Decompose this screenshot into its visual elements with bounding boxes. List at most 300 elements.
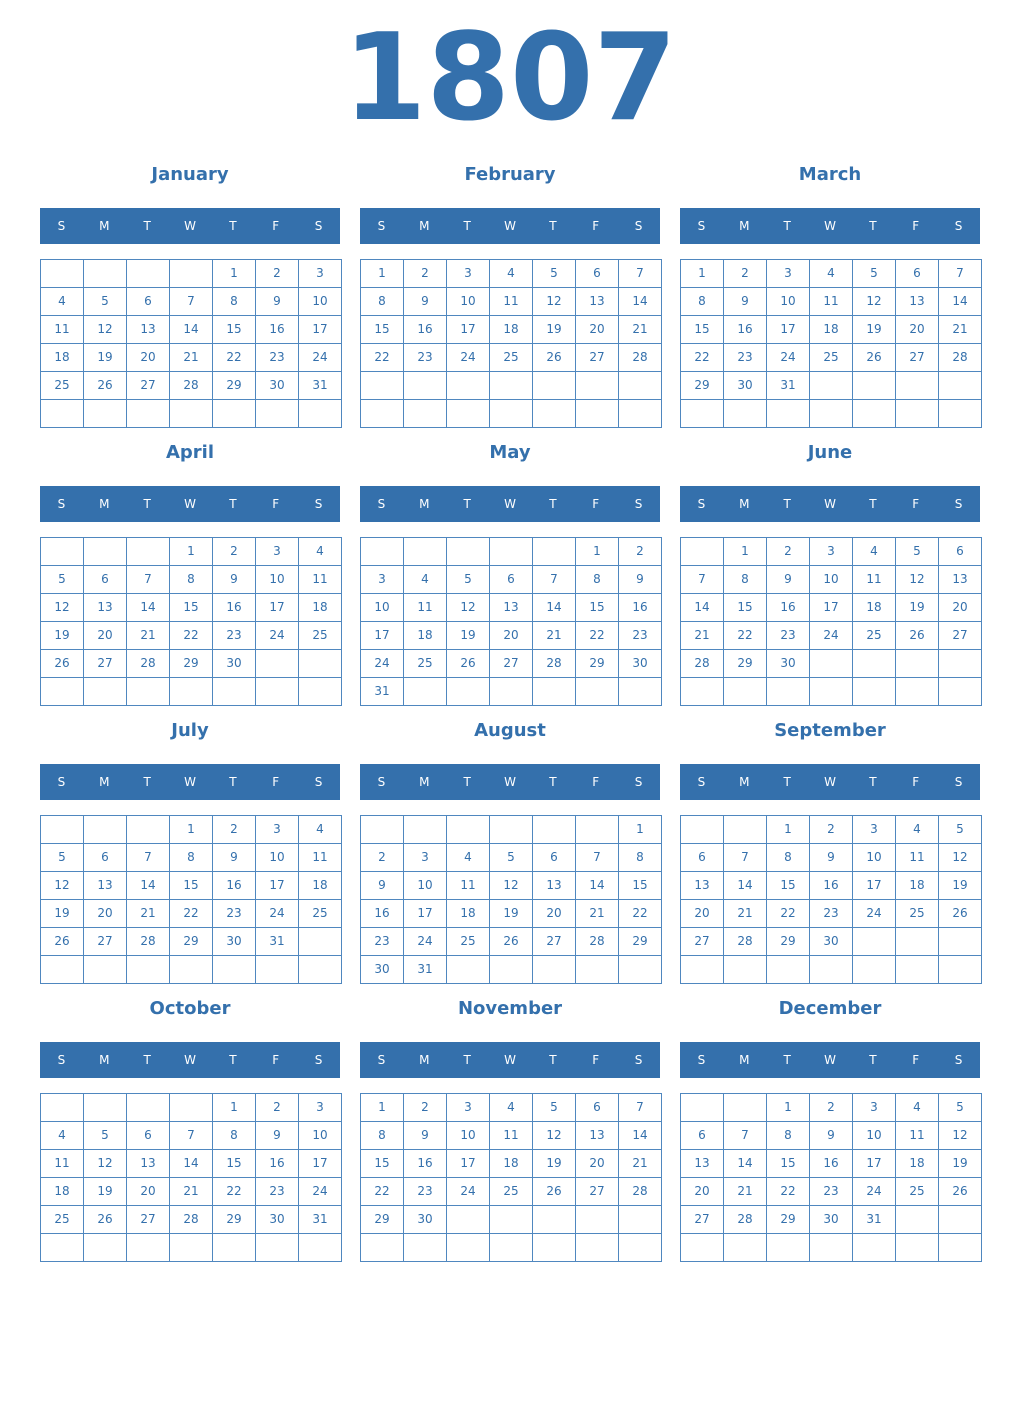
day-cell[interactable]: 16: [403, 315, 447, 344]
day-cell[interactable]: 15: [169, 593, 213, 622]
day-cell[interactable]: 3: [298, 259, 342, 288]
day-cell[interactable]: 27: [938, 621, 982, 650]
day-cell[interactable]: 16: [809, 871, 853, 900]
day-cell[interactable]: 25: [489, 343, 533, 372]
day-cell[interactable]: 31: [852, 1205, 896, 1234]
day-cell[interactable]: 4: [895, 815, 939, 844]
day-cell[interactable]: 25: [489, 1177, 533, 1206]
day-cell[interactable]: 23: [255, 1177, 299, 1206]
day-cell[interactable]: 10: [255, 843, 299, 872]
day-cell[interactable]: 19: [83, 1177, 127, 1206]
day-cell[interactable]: 14: [680, 593, 724, 622]
day-cell[interactable]: 4: [446, 843, 490, 872]
day-cell[interactable]: 1: [618, 815, 662, 844]
day-cell[interactable]: 4: [895, 1093, 939, 1122]
day-cell[interactable]: 17: [298, 315, 342, 344]
day-cell[interactable]: 30: [618, 649, 662, 678]
day-cell[interactable]: 12: [895, 565, 939, 594]
day-cell[interactable]: 9: [766, 565, 810, 594]
day-cell[interactable]: 12: [938, 1121, 982, 1150]
day-cell[interactable]: 12: [446, 593, 490, 622]
day-cell[interactable]: 26: [446, 649, 490, 678]
day-cell[interactable]: 21: [618, 315, 662, 344]
day-cell[interactable]: 6: [532, 843, 576, 872]
day-cell[interactable]: 30: [360, 955, 404, 984]
day-cell[interactable]: 25: [446, 927, 490, 956]
day-cell[interactable]: 20: [83, 621, 127, 650]
day-cell[interactable]: 12: [40, 593, 84, 622]
day-cell[interactable]: 9: [403, 287, 447, 316]
day-cell[interactable]: 28: [126, 649, 170, 678]
day-cell[interactable]: 17: [446, 315, 490, 344]
day-cell[interactable]: 25: [298, 621, 342, 650]
day-cell[interactable]: 26: [852, 343, 896, 372]
day-cell[interactable]: 29: [680, 371, 724, 400]
day-cell[interactable]: 10: [446, 1121, 490, 1150]
day-cell[interactable]: 30: [766, 649, 810, 678]
day-cell[interactable]: 7: [723, 843, 767, 872]
day-cell[interactable]: 1: [766, 1093, 810, 1122]
day-cell[interactable]: 27: [680, 927, 724, 956]
day-cell[interactable]: 18: [489, 1149, 533, 1178]
day-cell[interactable]: 10: [298, 287, 342, 316]
day-cell[interactable]: 28: [618, 343, 662, 372]
day-cell[interactable]: 10: [809, 565, 853, 594]
day-cell[interactable]: 13: [126, 315, 170, 344]
day-cell[interactable]: 25: [852, 621, 896, 650]
day-cell[interactable]: 22: [575, 621, 619, 650]
day-cell[interactable]: 22: [169, 899, 213, 928]
day-cell[interactable]: 12: [938, 843, 982, 872]
day-cell[interactable]: 30: [809, 927, 853, 956]
day-cell[interactable]: 3: [255, 537, 299, 566]
day-cell[interactable]: 24: [852, 1177, 896, 1206]
day-cell[interactable]: 22: [212, 343, 256, 372]
day-cell[interactable]: 12: [489, 871, 533, 900]
day-cell[interactable]: 29: [212, 1205, 256, 1234]
day-cell[interactable]: 6: [680, 1121, 724, 1150]
day-cell[interactable]: 13: [489, 593, 533, 622]
day-cell[interactable]: 13: [938, 565, 982, 594]
day-cell[interactable]: 30: [809, 1205, 853, 1234]
day-cell[interactable]: 16: [255, 1149, 299, 1178]
day-cell[interactable]: 18: [489, 315, 533, 344]
day-cell[interactable]: 1: [680, 259, 724, 288]
day-cell[interactable]: 20: [83, 899, 127, 928]
day-cell[interactable]: 27: [83, 649, 127, 678]
day-cell[interactable]: 1: [575, 537, 619, 566]
day-cell[interactable]: 26: [40, 927, 84, 956]
day-cell[interactable]: 20: [938, 593, 982, 622]
day-cell[interactable]: 15: [212, 1149, 256, 1178]
day-cell[interactable]: 17: [360, 621, 404, 650]
day-cell[interactable]: 16: [212, 871, 256, 900]
day-cell[interactable]: 29: [169, 927, 213, 956]
day-cell[interactable]: 26: [532, 343, 576, 372]
day-cell[interactable]: 28: [723, 1205, 767, 1234]
day-cell[interactable]: 22: [169, 621, 213, 650]
day-cell[interactable]: 7: [618, 1093, 662, 1122]
day-cell[interactable]: 24: [298, 1177, 342, 1206]
day-cell[interactable]: 31: [255, 927, 299, 956]
day-cell[interactable]: 14: [723, 1149, 767, 1178]
day-cell[interactable]: 31: [403, 955, 447, 984]
day-cell[interactable]: 3: [446, 1093, 490, 1122]
day-cell[interactable]: 11: [489, 1121, 533, 1150]
day-cell[interactable]: 20: [680, 899, 724, 928]
day-cell[interactable]: 1: [212, 1093, 256, 1122]
day-cell[interactable]: 6: [83, 843, 127, 872]
day-cell[interactable]: 30: [212, 649, 256, 678]
day-cell[interactable]: 7: [126, 843, 170, 872]
day-cell[interactable]: 7: [938, 259, 982, 288]
day-cell[interactable]: 1: [723, 537, 767, 566]
day-cell[interactable]: 5: [852, 259, 896, 288]
day-cell[interactable]: 11: [40, 1149, 84, 1178]
day-cell[interactable]: 17: [446, 1149, 490, 1178]
day-cell[interactable]: 26: [40, 649, 84, 678]
day-cell[interactable]: 16: [809, 1149, 853, 1178]
day-cell[interactable]: 2: [809, 815, 853, 844]
day-cell[interactable]: 14: [169, 1149, 213, 1178]
day-cell[interactable]: 31: [360, 677, 404, 706]
day-cell[interactable]: 1: [360, 1093, 404, 1122]
day-cell[interactable]: 24: [852, 899, 896, 928]
day-cell[interactable]: 23: [360, 927, 404, 956]
day-cell[interactable]: 23: [403, 343, 447, 372]
day-cell[interactable]: 23: [809, 899, 853, 928]
day-cell[interactable]: 8: [169, 843, 213, 872]
day-cell[interactable]: 15: [575, 593, 619, 622]
day-cell[interactable]: 21: [532, 621, 576, 650]
day-cell[interactable]: 24: [255, 899, 299, 928]
day-cell[interactable]: 23: [403, 1177, 447, 1206]
day-cell[interactable]: 2: [255, 1093, 299, 1122]
day-cell[interactable]: 9: [360, 871, 404, 900]
day-cell[interactable]: 3: [852, 1093, 896, 1122]
day-cell[interactable]: 18: [298, 871, 342, 900]
day-cell[interactable]: 14: [126, 871, 170, 900]
day-cell[interactable]: 28: [723, 927, 767, 956]
day-cell[interactable]: 24: [766, 343, 810, 372]
day-cell[interactable]: 5: [83, 287, 127, 316]
day-cell[interactable]: 30: [403, 1205, 447, 1234]
day-cell[interactable]: 19: [532, 1149, 576, 1178]
day-cell[interactable]: 13: [895, 287, 939, 316]
day-cell[interactable]: 14: [169, 315, 213, 344]
day-cell[interactable]: 5: [40, 843, 84, 872]
day-cell[interactable]: 27: [532, 927, 576, 956]
day-cell[interactable]: 3: [446, 259, 490, 288]
day-cell[interactable]: 19: [40, 899, 84, 928]
day-cell[interactable]: 21: [618, 1149, 662, 1178]
day-cell[interactable]: 11: [809, 287, 853, 316]
day-cell[interactable]: 30: [723, 371, 767, 400]
day-cell[interactable]: 14: [618, 287, 662, 316]
day-cell[interactable]: 18: [298, 593, 342, 622]
day-cell[interactable]: 2: [360, 843, 404, 872]
day-cell[interactable]: 8: [723, 565, 767, 594]
day-cell[interactable]: 19: [852, 315, 896, 344]
day-cell[interactable]: 25: [40, 1205, 84, 1234]
day-cell[interactable]: 19: [489, 899, 533, 928]
day-cell[interactable]: 15: [618, 871, 662, 900]
day-cell[interactable]: 27: [126, 1205, 170, 1234]
day-cell[interactable]: 4: [489, 259, 533, 288]
day-cell[interactable]: 13: [680, 871, 724, 900]
day-cell[interactable]: 4: [40, 1121, 84, 1150]
day-cell[interactable]: 8: [618, 843, 662, 872]
day-cell[interactable]: 25: [298, 899, 342, 928]
day-cell[interactable]: 8: [680, 287, 724, 316]
day-cell[interactable]: 21: [169, 1177, 213, 1206]
day-cell[interactable]: 18: [403, 621, 447, 650]
day-cell[interactable]: 2: [809, 1093, 853, 1122]
day-cell[interactable]: 7: [126, 565, 170, 594]
day-cell[interactable]: 29: [766, 927, 810, 956]
day-cell[interactable]: 13: [83, 593, 127, 622]
day-cell[interactable]: 10: [255, 565, 299, 594]
day-cell[interactable]: 7: [618, 259, 662, 288]
day-cell[interactable]: 10: [360, 593, 404, 622]
day-cell[interactable]: 23: [766, 621, 810, 650]
day-cell[interactable]: 6: [680, 843, 724, 872]
day-cell[interactable]: 28: [532, 649, 576, 678]
day-cell[interactable]: 18: [40, 1177, 84, 1206]
day-cell[interactable]: 10: [766, 287, 810, 316]
day-cell[interactable]: 11: [298, 565, 342, 594]
day-cell[interactable]: 13: [575, 1121, 619, 1150]
day-cell[interactable]: 24: [809, 621, 853, 650]
day-cell[interactable]: 16: [618, 593, 662, 622]
day-cell[interactable]: 15: [766, 1149, 810, 1178]
day-cell[interactable]: 11: [40, 315, 84, 344]
day-cell[interactable]: 15: [723, 593, 767, 622]
day-cell[interactable]: 11: [298, 843, 342, 872]
day-cell[interactable]: 17: [255, 871, 299, 900]
day-cell[interactable]: 11: [446, 871, 490, 900]
day-cell[interactable]: 12: [532, 1121, 576, 1150]
day-cell[interactable]: 3: [403, 843, 447, 872]
day-cell[interactable]: 2: [618, 537, 662, 566]
day-cell[interactable]: 29: [766, 1205, 810, 1234]
day-cell[interactable]: 16: [212, 593, 256, 622]
day-cell[interactable]: 1: [360, 259, 404, 288]
day-cell[interactable]: 18: [40, 343, 84, 372]
day-cell[interactable]: 24: [255, 621, 299, 650]
day-cell[interactable]: 28: [126, 927, 170, 956]
day-cell[interactable]: 20: [126, 1177, 170, 1206]
day-cell[interactable]: 5: [938, 1093, 982, 1122]
day-cell[interactable]: 15: [212, 315, 256, 344]
day-cell[interactable]: 5: [83, 1121, 127, 1150]
day-cell[interactable]: 9: [618, 565, 662, 594]
day-cell[interactable]: 1: [169, 815, 213, 844]
day-cell[interactable]: 17: [298, 1149, 342, 1178]
day-cell[interactable]: 15: [360, 315, 404, 344]
day-cell[interactable]: 25: [895, 1177, 939, 1206]
day-cell[interactable]: 14: [532, 593, 576, 622]
day-cell[interactable]: 23: [212, 621, 256, 650]
day-cell[interactable]: 29: [575, 649, 619, 678]
day-cell[interactable]: 19: [83, 343, 127, 372]
day-cell[interactable]: 9: [809, 843, 853, 872]
day-cell[interactable]: 14: [618, 1121, 662, 1150]
day-cell[interactable]: 6: [938, 537, 982, 566]
day-cell[interactable]: 22: [360, 343, 404, 372]
day-cell[interactable]: 11: [403, 593, 447, 622]
day-cell[interactable]: 19: [895, 593, 939, 622]
day-cell[interactable]: 29: [360, 1205, 404, 1234]
day-cell[interactable]: 24: [446, 1177, 490, 1206]
day-cell[interactable]: 2: [403, 259, 447, 288]
day-cell[interactable]: 16: [255, 315, 299, 344]
day-cell[interactable]: 20: [680, 1177, 724, 1206]
day-cell[interactable]: 4: [403, 565, 447, 594]
day-cell[interactable]: 7: [680, 565, 724, 594]
day-cell[interactable]: 7: [169, 1121, 213, 1150]
day-cell[interactable]: 11: [852, 565, 896, 594]
day-cell[interactable]: 19: [532, 315, 576, 344]
day-cell[interactable]: 12: [83, 315, 127, 344]
day-cell[interactable]: 22: [766, 1177, 810, 1206]
day-cell[interactable]: 2: [403, 1093, 447, 1122]
day-cell[interactable]: 14: [938, 287, 982, 316]
day-cell[interactable]: 12: [40, 871, 84, 900]
day-cell[interactable]: 8: [575, 565, 619, 594]
day-cell[interactable]: 12: [532, 287, 576, 316]
day-cell[interactable]: 15: [360, 1149, 404, 1178]
day-cell[interactable]: 7: [723, 1121, 767, 1150]
day-cell[interactable]: 22: [766, 899, 810, 928]
day-cell[interactable]: 6: [126, 287, 170, 316]
day-cell[interactable]: 5: [40, 565, 84, 594]
day-cell[interactable]: 20: [489, 621, 533, 650]
day-cell[interactable]: 28: [618, 1177, 662, 1206]
day-cell[interactable]: 8: [766, 843, 810, 872]
day-cell[interactable]: 30: [255, 371, 299, 400]
day-cell[interactable]: 25: [403, 649, 447, 678]
day-cell[interactable]: 15: [766, 871, 810, 900]
day-cell[interactable]: 23: [255, 343, 299, 372]
day-cell[interactable]: 27: [680, 1205, 724, 1234]
day-cell[interactable]: 25: [40, 371, 84, 400]
day-cell[interactable]: 9: [255, 287, 299, 316]
day-cell[interactable]: 19: [938, 1149, 982, 1178]
day-cell[interactable]: 4: [852, 537, 896, 566]
day-cell[interactable]: 21: [938, 315, 982, 344]
day-cell[interactable]: 13: [126, 1149, 170, 1178]
day-cell[interactable]: 31: [298, 1205, 342, 1234]
day-cell[interactable]: 9: [255, 1121, 299, 1150]
day-cell[interactable]: 27: [126, 371, 170, 400]
day-cell[interactable]: 28: [680, 649, 724, 678]
day-cell[interactable]: 5: [938, 815, 982, 844]
day-cell[interactable]: 10: [852, 1121, 896, 1150]
day-cell[interactable]: 24: [403, 927, 447, 956]
day-cell[interactable]: 7: [575, 843, 619, 872]
day-cell[interactable]: 16: [403, 1149, 447, 1178]
day-cell[interactable]: 15: [169, 871, 213, 900]
day-cell[interactable]: 3: [809, 537, 853, 566]
day-cell[interactable]: 7: [169, 287, 213, 316]
day-cell[interactable]: 20: [575, 1149, 619, 1178]
day-cell[interactable]: 25: [895, 899, 939, 928]
day-cell[interactable]: 6: [575, 259, 619, 288]
day-cell[interactable]: 3: [852, 815, 896, 844]
day-cell[interactable]: 5: [446, 565, 490, 594]
day-cell[interactable]: 23: [212, 899, 256, 928]
day-cell[interactable]: 14: [126, 593, 170, 622]
day-cell[interactable]: 15: [680, 315, 724, 344]
day-cell[interactable]: 10: [446, 287, 490, 316]
day-cell[interactable]: 20: [126, 343, 170, 372]
day-cell[interactable]: 13: [532, 871, 576, 900]
day-cell[interactable]: 17: [255, 593, 299, 622]
day-cell[interactable]: 12: [83, 1149, 127, 1178]
day-cell[interactable]: 23: [618, 621, 662, 650]
day-cell[interactable]: 11: [489, 287, 533, 316]
day-cell[interactable]: 27: [575, 1177, 619, 1206]
day-cell[interactable]: 21: [723, 1177, 767, 1206]
day-cell[interactable]: 26: [83, 1205, 127, 1234]
day-cell[interactable]: 28: [169, 1205, 213, 1234]
day-cell[interactable]: 26: [489, 927, 533, 956]
day-cell[interactable]: 3: [360, 565, 404, 594]
day-cell[interactable]: 8: [212, 1121, 256, 1150]
day-cell[interactable]: 8: [169, 565, 213, 594]
day-cell[interactable]: 28: [938, 343, 982, 372]
day-cell[interactable]: 27: [489, 649, 533, 678]
day-cell[interactable]: 9: [212, 565, 256, 594]
day-cell[interactable]: 29: [723, 649, 767, 678]
day-cell[interactable]: 27: [83, 927, 127, 956]
day-cell[interactable]: 6: [575, 1093, 619, 1122]
day-cell[interactable]: 13: [680, 1149, 724, 1178]
day-cell[interactable]: 30: [212, 927, 256, 956]
day-cell[interactable]: 21: [723, 899, 767, 928]
day-cell[interactable]: 23: [809, 1177, 853, 1206]
day-cell[interactable]: 1: [169, 537, 213, 566]
day-cell[interactable]: 10: [403, 871, 447, 900]
day-cell[interactable]: 29: [618, 927, 662, 956]
day-cell[interactable]: 18: [809, 315, 853, 344]
day-cell[interactable]: 24: [298, 343, 342, 372]
day-cell[interactable]: 21: [169, 343, 213, 372]
day-cell[interactable]: 29: [212, 371, 256, 400]
day-cell[interactable]: 28: [169, 371, 213, 400]
day-cell[interactable]: 14: [723, 871, 767, 900]
day-cell[interactable]: 3: [255, 815, 299, 844]
day-cell[interactable]: 18: [895, 1149, 939, 1178]
day-cell[interactable]: 27: [575, 343, 619, 372]
day-cell[interactable]: 17: [852, 871, 896, 900]
day-cell[interactable]: 22: [618, 899, 662, 928]
day-cell[interactable]: 8: [360, 287, 404, 316]
day-cell[interactable]: 20: [575, 315, 619, 344]
day-cell[interactable]: 26: [938, 1177, 982, 1206]
day-cell[interactable]: 21: [680, 621, 724, 650]
day-cell[interactable]: 20: [895, 315, 939, 344]
day-cell[interactable]: 19: [938, 871, 982, 900]
day-cell[interactable]: 28: [575, 927, 619, 956]
day-cell[interactable]: 26: [83, 371, 127, 400]
day-cell[interactable]: 10: [852, 843, 896, 872]
day-cell[interactable]: 21: [126, 899, 170, 928]
day-cell[interactable]: 9: [723, 287, 767, 316]
day-cell[interactable]: 18: [852, 593, 896, 622]
day-cell[interactable]: 6: [126, 1121, 170, 1150]
